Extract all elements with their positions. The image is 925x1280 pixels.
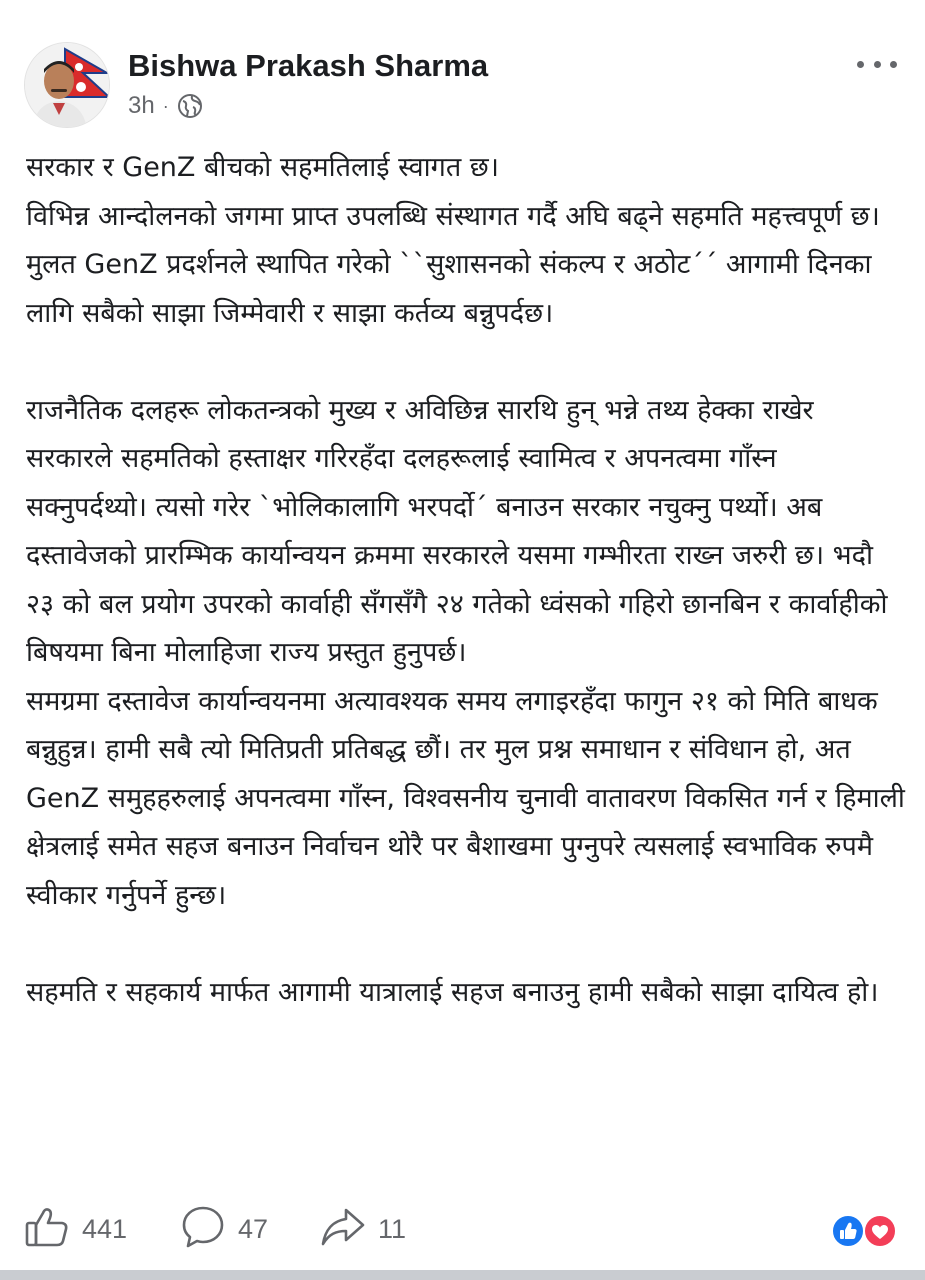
- post-meta: [128, 92, 203, 120]
- more-horizontal-icon: [857, 61, 864, 68]
- paragraph-gap: [26, 920, 906, 969]
- post-paragraph: विभिन्न आन्दोलनको जगमा प्राप्त उपलब्धि संस्थागत गर्दै अघि बढ्ने सहमति महत्त्वपूर्ण छ। मुलत GenZ प्रदर्शनले स्थापित गरेको ``सुशासनको संकल्प र अठोट´´ आगामी दिनका लागि सबैको साझा जिम्मेवारी र साझा कर्तव्य बन्नुपर्दछ।: [26, 200, 880, 329]
- comment-bubble-icon: [180, 1204, 226, 1254]
- post-body: [26, 144, 906, 1017]
- share-button[interactable]: [320, 1206, 406, 1252]
- meta-separator: ·: [162, 95, 169, 116]
- share-arrow-icon: [320, 1204, 366, 1254]
- like-button[interactable]: [24, 1206, 127, 1252]
- post-paragraph: समग्रमा दस्तावेज कार्यान्वयनमा अत्यावश्यक समय लगाइरहँदा फागुन २१ को मिति बाधक बन्नुहुन्न। हामी सबै त्यो मितिप्रती प्रतिबद्ध छौं। तर मुल प्रश्न समाधान र संविधान हो, अत GenZ समुहहरुलाई अपनत्वमा गाँस्न, विश्वसनीय चुनावी वातावरण विकसित गर्न र हिमाली क्षेत्रलाई समेत सहज बनाउन निर्वाचन थोरै पर बैशाखमा पुग्नुपरे त्यसलाई स्वभाविक रुपमै स्वीकार गर्नुपर्ने हुन्छ।: [26, 685, 905, 911]
- post-paragraph: सहमति र सहकार्य मार्फत आगामी यात्रालाई सहज बनाउनु हामी सबैको साझा दायित्व हो।: [26, 976, 879, 1008]
- like-count: 441: [82, 1213, 128, 1244]
- like-reaction-icon: [831, 1214, 865, 1248]
- share-count: 11: [378, 1213, 407, 1244]
- more-options-button[interactable]: [857, 50, 897, 78]
- globe-icon: [177, 93, 203, 119]
- author-avatar[interactable]: [24, 42, 110, 128]
- post-actions-bar: [0, 1200, 925, 1260]
- comment-count: 47: [238, 1213, 269, 1244]
- comment-button[interactable]: [180, 1206, 268, 1252]
- author-name[interactable]: Bishwa Prakash Sharma: [128, 48, 489, 83]
- paragraph-gap: [26, 338, 906, 387]
- post-paragraph: राजनैतिक दलहरू लोकतन्त्रको मुख्य र अविछिन्न सारथि हुन् भन्ने तथ्य हेक्का राखेर सरकारले सहमतिको हस्ताक्षर गरिरहँदा दलहरूलाई स्वामित्व र अपनत्वमा गाँस्न सक्नुपर्दथ्यो। त्यसो गरेर `भोलिकालागि भरपर्दो´ बनाउन सरकार नचुक्नु पर्थ्यो। अब दस्तावेजको प्रारम्भिक कार्यान्वयन क्रममा सरकारले यसमा गम्भीरता राख्न जरुरी छ। भदौ २३ को बल प्रयोग उपरको कार्वाही सँगसँगै २४ गतेको ध्वंसको गहिरो छानबिन र कार्वाहीको बिषयमा बिना मोलाहिजा राज्य प्रस्तुत हुनुपर्छ।: [26, 394, 888, 668]
- post-header: [0, 0, 925, 140]
- post-time[interactable]: 3h: [128, 92, 155, 119]
- reaction-summary[interactable]: [831, 1214, 901, 1248]
- love-reaction-icon: [863, 1214, 897, 1248]
- post-paragraph: सरकार र GenZ बीचको सहमतिलाई स्वागत छ।: [26, 152, 499, 183]
- thumbs-up-icon: [24, 1204, 70, 1254]
- post-divider: [0, 1270, 925, 1280]
